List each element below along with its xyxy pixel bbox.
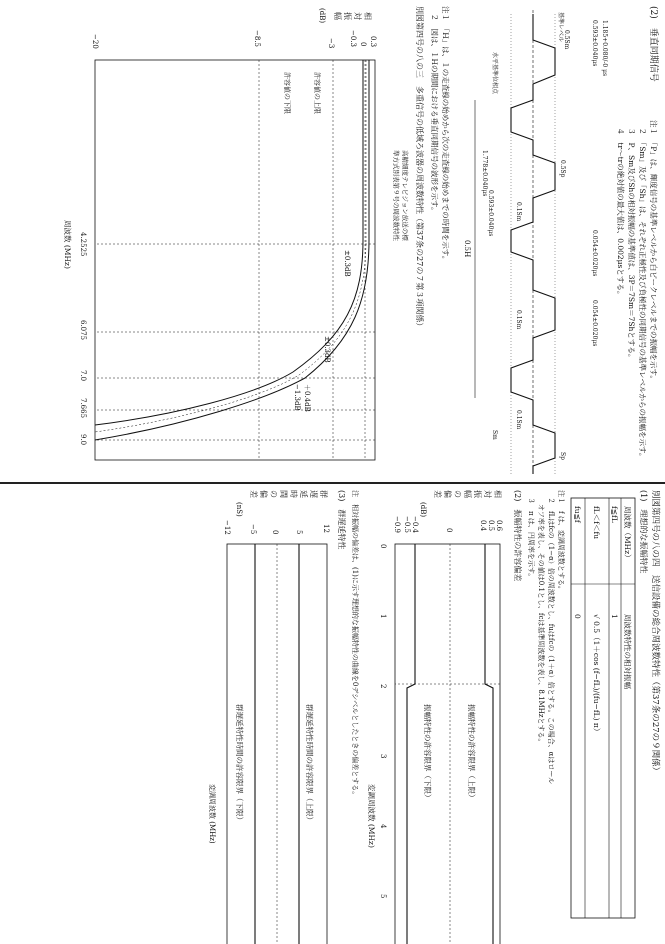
lp-ann-tol2: ±0.3dB <box>323 336 331 363</box>
lower-sub3: (3) 群遅延特性 <box>337 490 346 550</box>
lp-ytick-1: 0 <box>359 42 367 47</box>
c1-xtick-4: 4 <box>379 824 387 829</box>
table-header-freq: 周波数（MHz） <box>623 506 632 562</box>
c2-xlabel: 変調周波数 (MHz) <box>208 784 216 844</box>
wave-dim-4: 0.054±0.020μs <box>591 300 598 347</box>
sync-waveform <box>463 10 608 474</box>
lp-xtick-1: 6.075 <box>79 320 87 341</box>
lp-ytick-3: −3 <box>327 38 335 49</box>
c1-xtick-3: 3 <box>379 754 387 759</box>
c1-ytick-3: 0 <box>445 528 453 533</box>
wave-label-6: Sp <box>559 452 566 460</box>
group-delay-chart <box>223 490 330 944</box>
lp-xtick-3: 7.665 <box>79 398 87 419</box>
table-r0-c0: f≦fL <box>610 506 619 523</box>
c2-ytick-3: −5 <box>249 524 257 535</box>
c2-lower-label: 群遅延特性時間の許容限界（下限） <box>235 704 244 824</box>
c1-ylabel-0: 相 <box>493 490 502 498</box>
c2-yunit: (nS) <box>235 502 243 517</box>
c2-upper-label: 群遅延特性時間の許容限界（上限） <box>305 704 314 824</box>
lp-ylabel-1: 対 <box>353 12 362 20</box>
ideal-amplitude-table <box>571 498 635 918</box>
c1-ylabel-3: 幅 <box>463 490 472 498</box>
wave-dim-3: 0.054±0.020μs <box>591 230 598 277</box>
c1-ylabel-1: 対 <box>483 490 492 498</box>
c2-ylabel-5: の <box>269 490 278 498</box>
wave-dim-0: 1.185+0.080/-0 μs <box>601 20 608 77</box>
c1-yunit: (dB) <box>419 502 427 518</box>
table-note-1: 注１ f は、変調周波数とする。 <box>557 490 565 593</box>
table-r1-c1: √ 0.5（1＋cos (f−fL)/(fu−fL) π） <box>592 614 601 736</box>
c1-xtick-2: 2 <box>379 684 387 689</box>
c2-ytick-2: 0 <box>271 530 279 535</box>
c1-ylabel-2: 振 <box>473 490 482 498</box>
upper-heading: (2) 垂直同期信号 <box>648 6 658 82</box>
wave-dim-1: 0.593±0.040μs <box>591 20 598 67</box>
lower-rotated-content <box>0 484 665 944</box>
c1-lower-label: 振幅特性の許容限界（下限） <box>423 704 432 802</box>
c1-xtick-5: 5 <box>379 894 387 899</box>
wave-label-4: 0.1Sm <box>515 410 522 430</box>
caption-line-1: 別図第四号の八の三 多重信号の低域ろ波器の周波数特性（第37条の27の７第３項関係） <box>415 6 424 331</box>
c2-ylabel-2: 延 <box>299 490 308 498</box>
upper-note-4: ４ tr～trの絶対値の最大値は、0.002μsとする。 <box>616 120 625 299</box>
c1-ytick-0: 0.6 <box>495 520 503 532</box>
c2-ytick-0: 12 <box>322 524 330 533</box>
lower-sub1: (1) 理想的な振幅特性 <box>639 490 648 574</box>
lp-xlabel: 周波数 (MHz) <box>63 220 72 269</box>
table-r2-c0: fu≦f <box>573 506 582 523</box>
caption2-line-1: 高精細度テレビジョン放送の標 <box>401 150 409 241</box>
lp-ann-lower: 許容値の下限 <box>283 72 291 114</box>
c1-ytick-2: 0.4 <box>479 520 487 532</box>
lp-ylabel-3: 幅 <box>333 12 342 20</box>
table-r0-c1: 1 <box>610 614 619 619</box>
half-h-label: 0.5H <box>463 240 471 258</box>
c1-xtick-1: 1 <box>379 614 387 619</box>
lower-title: 別図第四号の八の四 送信設備の総合周波数特性（第37条の27の９関係） <box>650 490 660 776</box>
upper-note-1: 注１ 「P」は、輝度信号の基準レベルから白ピークレベルまでの振幅を示す。 <box>649 120 658 383</box>
wave-label-0: 0.5Sm <box>563 30 570 50</box>
c1-ytick-6: −0.9 <box>393 516 401 533</box>
c1-ylabel-6: 差 <box>433 490 442 498</box>
lp-ann-upper: 許容値の上限 <box>313 72 321 114</box>
c1-ytick-5: −0.5 <box>403 516 411 533</box>
c1-xlabel: 変調周波数 (MHz) <box>367 784 376 848</box>
lower-sub2: (2) 振幅特性の許容偏差 <box>513 490 522 582</box>
wave-label-1: 0.5Sp <box>559 160 566 178</box>
sync-ref-point-label: 水平基準位相点 <box>491 52 498 95</box>
c2-ytick-4: −12 <box>223 520 231 535</box>
c1-upper-label: 振幅特性の許容限界（上限） <box>467 704 476 802</box>
ref-level-label: 基準レベル <box>557 12 564 43</box>
lp-ytick-4: −8.5 <box>253 30 261 47</box>
lp-ann-minus: −1.3dB <box>293 384 301 411</box>
wave-dim-2: 0.593±0.040μs <box>487 190 494 237</box>
lp-xtick-2: 7.0 <box>79 370 87 382</box>
table-note-4: ３ π は、円周率を示す。 <box>527 490 535 581</box>
lp-xtick-0: 4.2525 <box>79 232 87 257</box>
table-note-2: ２ fLはfcの（1−α）倍の周波数とし、fuはfcの（1＋α）倍とする。この場合、αはロール <box>547 490 555 785</box>
upper-note-3: ３ P、Sm及びShの相対振幅の基準値は、3P＝7Sm＝7Shとする。 <box>627 120 636 362</box>
wave-label-5: Sm <box>491 430 498 440</box>
lp-ytick-2: −0.3 <box>349 30 357 47</box>
caption-line-2: 注１ 「H」は、１の走査線の始めから次の走査線の始めまでの時間を示す。 <box>441 6 450 264</box>
lp-ytick-0: 0.3 <box>369 36 377 48</box>
lower-section <box>0 484 665 944</box>
lp-ylabel-2: 振 <box>343 12 352 20</box>
lp-ann-plus: ＋0.4dB <box>303 384 311 412</box>
lp-ann-tol1: ±0.3dB <box>343 250 351 277</box>
table-r2-c1: 0 <box>573 614 582 619</box>
lp-ytick-5: −20 <box>91 34 99 49</box>
c2-ylabel-6: 偏 <box>259 490 268 498</box>
c1-xtick-0: 0 <box>379 544 387 549</box>
table-note-3: オフ率を表し、その値は0.1とし、fcは基準周波数を表し、8.1MHzとする。 <box>537 490 545 746</box>
lower-note2: 注 相対振幅の偏差は、(1)に示す理想的な振幅特性の曲線を0デシベルとしたときの偏差とする。 <box>351 490 359 799</box>
wave-label-3: 0.1Sm <box>515 310 522 330</box>
lp-yunit: (dB) <box>318 8 326 24</box>
c1-ylabel-5: 偏 <box>443 490 452 498</box>
lp-xtick-4: 9.0 <box>79 434 87 446</box>
amplitude-deviation-chart <box>367 490 503 944</box>
lowpass-chart <box>63 8 377 460</box>
c2-ylabel-0: 群 <box>319 490 328 498</box>
wave-label-2: 0.1Sm <box>515 202 522 222</box>
caption2-line-2: 準方式別表第９号の周波数特性 <box>392 150 400 241</box>
table-header-amp: 周波数特性の相対振幅 <box>623 614 632 689</box>
caption-line-3: ２ 図は、１Hの期間における垂直同期信号の波形を示す。 <box>430 6 439 215</box>
c1-ylabel-4: の <box>453 490 462 498</box>
c2-ylabel-7: 差 <box>249 490 258 498</box>
c2-ylabel-3: 時 <box>289 490 298 498</box>
upper-note-2: ２ 「Sm」及び「Sh」は、それぞれ正極性及び負極性の同期信号の基準レベルからの振幅を示す。 <box>638 120 647 461</box>
table-r1-c0: fL＜f＜fu <box>592 506 601 540</box>
c1-ytick-1: 0.5 <box>487 520 495 532</box>
c2-ylabel-4: 間 <box>279 490 288 498</box>
c2-ytick-1: 5 <box>295 530 303 535</box>
c1-ytick-4: −0.4 <box>411 516 419 533</box>
lp-ylabel-0: 相 <box>363 12 372 20</box>
wave-dim-5: 1.778±0.040μs <box>481 150 488 197</box>
c2-ylabel-1: 遅 <box>309 490 318 498</box>
